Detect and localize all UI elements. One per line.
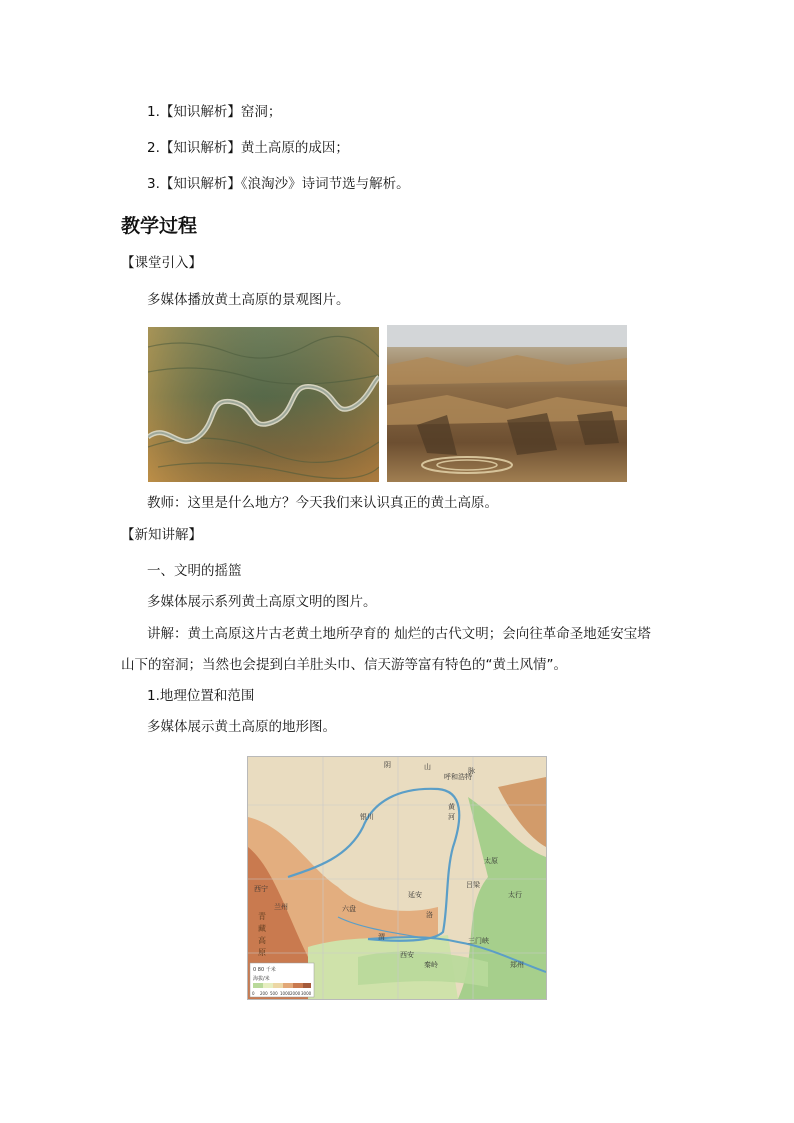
objective-1: 1.【知识解析】窑洞； [147, 104, 282, 120]
new-heading: 【新知讲解】 [121, 527, 202, 543]
map-label-shan: 山 [424, 763, 431, 771]
map-paragraph: 多媒体展示黄土高原的地形图。 [147, 719, 336, 735]
explain-line-2: 山下的窑洞；当然也会提到白羊肚头巾、信天游等富有特色的“黄土风情”。 [121, 657, 567, 673]
intro-paragraph: 多媒体播放黄土高原的景观图片。 [147, 292, 350, 308]
legend-tick-3: 1000 [280, 991, 291, 996]
map-label-yuan: 原 [258, 948, 266, 957]
map-label-lanzhou: 兰州 [274, 903, 288, 911]
map-label-wei: 渭 [378, 933, 385, 941]
loess-plateau-map [247, 756, 547, 1000]
legend-tick-4: 2000 [290, 991, 301, 996]
map-label-qing: 青 [258, 912, 266, 921]
loess-river-photo [148, 327, 379, 482]
subsection-civilization: 一、文明的摇篮 [147, 563, 242, 579]
map-label-yinchuan: 银川 [360, 813, 374, 821]
map-scale-label: 0 80 千米 [253, 967, 276, 973]
map-label-zhengzhou: 郑州 [510, 961, 524, 969]
map-label-yin: 阴 [384, 761, 391, 769]
map-label-taiyuan: 太原 [484, 857, 498, 865]
objective-3: 3.【知识解析】《浪淘沙》诗词节选与解析。 [147, 176, 410, 192]
point-location: 1.地理位置和范围 [147, 688, 255, 704]
map-label-xining: 西宁 [254, 885, 268, 893]
map-label-gao: 高 [258, 936, 266, 945]
map-label-luo: 洛 [426, 911, 433, 919]
legend-tick-0: 0 [252, 991, 255, 996]
teacher-question: 教师：这里是什么地方？今天我们来认识真正的黄土高原。 [147, 495, 498, 511]
map-label-zang: 藏 [258, 924, 266, 933]
legend-tick-2: 500 [270, 991, 278, 996]
loess-gully-photo [387, 325, 627, 482]
map-label-huhehaote: 呼和浩特 [444, 773, 472, 781]
map-label-sanmenxia: 三门峡 [468, 937, 489, 945]
map-label-taihang: 太行 [508, 891, 522, 899]
map-label-lvliang: 吕梁 [466, 881, 480, 889]
legend-tick-5: 3000 [301, 991, 312, 996]
map-legend-title: 海拔/米 [253, 976, 270, 982]
section-title: 教学过程 [121, 215, 198, 237]
intro-heading: 【课堂引入】 [121, 255, 202, 271]
map-label-liupan: 六盘 [342, 905, 356, 913]
objective-2: 2.【知识解析】黄土高原的成因； [147, 140, 349, 156]
map-label-yanan: 延安 [408, 891, 422, 899]
map-label-huang: 黄 [448, 803, 455, 811]
explain-line-1: 讲解：黄土高原这片古老黄土地所孕育的 灿烂的古代文明；会向往革命圣地延安宝塔 [147, 626, 651, 642]
map-label-mai: 脉 [468, 767, 475, 775]
map-label-xian: 西安 [400, 951, 414, 959]
map-label-qinling: 秦岭 [424, 961, 438, 969]
civilization-paragraph: 多媒体展示系列黄土高原文明的图片。 [147, 594, 377, 610]
legend-tick-1: 200 [260, 991, 268, 996]
map-label-he: 河 [448, 813, 455, 821]
